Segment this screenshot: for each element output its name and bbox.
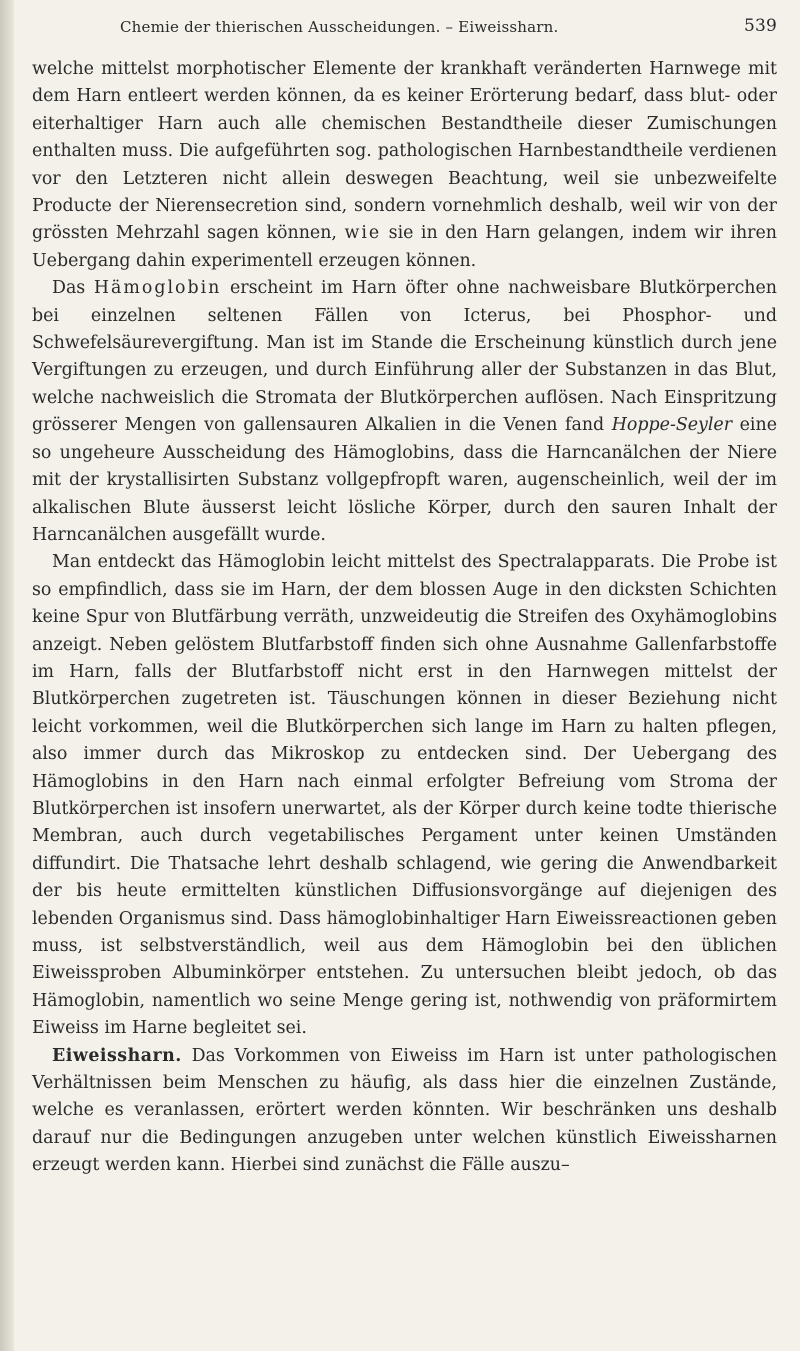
emphasized-term: Hämoglobin bbox=[93, 278, 222, 299]
page-body bbox=[32, 56, 777, 1180]
paragraph-text: Das bbox=[52, 278, 94, 299]
binding-gutter bbox=[0, 0, 14, 1351]
page-header bbox=[32, 10, 777, 42]
section-heading: Eiweissharn. bbox=[52, 1045, 182, 1066]
book-page bbox=[32, 10, 777, 1180]
running-title: Chemie der thierischen Ausscheidungen. – Eiweissharn. bbox=[120, 18, 559, 36]
paragraph bbox=[32, 56, 777, 275]
paragraph-text: welche mittelst morphotischer Elemente der krankhaft veränderten Harnwege mit dem Harn entleert werden können, da es keiner Erörterung bedarf, dass blut- oder eiterhaltiger Harn auch alle chemischen Bestandtheile dieser Zumischungen enthalten muss. Die aufgeführten sog. pathologischen Harnbestandtheile verdienen vor den Letzteren nicht allein deswegen Beachtung, weil sie unbezweifelte Producte der Nierensecretion sind, sondern vornehmlich deshalb, weil wir von der grössten Mehrzahl sagen können, bbox=[32, 59, 777, 244]
paragraph-text: Das Vorkommen von Eiweiss im Harn ist unter pathologischen Verhältnissen beim Menschen zu häufig, als dass hier die einzelnen Zustände, welche es veranlassen, erörtert werden könnten. Wir beschränken uns deshalb darauf nur die Bedingungen anzugeben unter welchen künstlich Eiweissharnen erzeugt werden kann. Hierbei sind zunächst die Fälle auszu– bbox=[32, 1045, 777, 1176]
paragraph-text: erscheint im Harn öfter ohne nachweisbare Blutkörperchen bei einzelnen seltenen Fällen von Icterus, bei Phosphor- und Schwefelsäurevergiftung. Man ist im Stande die Erscheinung künstlich durch jene Vergiftungen zu erzeugen, und durch Einführung aller der Substanzen in das Blut, welche nachweislich die Stromata der Blutkörperchen auflösen. Nach Einspritzung grösserer Mengen von gallensauren Alkalien in die Venen fand bbox=[32, 278, 778, 436]
emphasized-term: wie bbox=[344, 223, 382, 244]
author-name: Hoppe-Seyler bbox=[611, 415, 733, 436]
paragraph-text: Man entdeckt das Hämoglobin leicht mittelst des Spectralapparats. Die Probe ist so empfindlich, dass sie im Harn, der dem blossen Auge in den dicksten Schichten keine Spur von Blutfärbung verräth, unzweideutig die Streifen des Oxyhämoglobins anzeigt. Neben gelöstem Blutfarbstoff finden sich ohne Ausnahme Gallenfarbstoffe im Harn, falls der Blutfarbstoff nicht erst in den Harnwegen mittelst der Blutkörperchen zugetreten ist. Täuschungen können in dieser Beziehung nicht leicht vorkommen, weil die Blutkörperchen sich lange im Harn zu halten pflegen, also immer durch das Mikroskop zu entdecken sind. Der Uebergang des Hämoglobins in den Harn nach einmal erfolgter Befreiung vom Stroma der Blutkörperchen ist insofern unerwartet, als der Körper durch keine todte thierische Membran, auch durch vegetabilisches Pergament unter keinen Umständen diffundirt. Die Thatsache lehrt deshalb schlagend, wie gering die Anwendbarkeit der bis heute ermittelten künstlichen Diffusionsvorgänge auf diejenigen des lebenden Organismus sind. Dass hämoglobinhaltiger Harn Eiweissreactionen geben muss, ist selbstverständlich, weil aus dem Hämoglobin bei den üblichen Eiweissproben Albuminkörper entstehen. Zu untersuchen bleibt jedoch, ob das Hämoglobin, namentlich wo seine Menge gering ist, nothwendig von präformirtem Eiweiss im Harne begleitet sei. bbox=[32, 552, 777, 1039]
paragraph bbox=[32, 549, 777, 1042]
paragraph bbox=[32, 1043, 777, 1180]
page-number: 539 bbox=[743, 16, 777, 36]
paragraph bbox=[32, 275, 777, 549]
paragraph-text: eine so ungeheure Ausscheidung des Hämoglobins, dass die Harncanälchen der Niere mit der krystallisirten Substanz vollgepfropft waren, augenscheinlich, weil der im alkalischen Blute äusserst leicht lösliche Körper, durch den sauren Inhalt der Harncanälchen ausgefällt wurde. bbox=[32, 415, 777, 545]
paragraph-text: sie in den Harn gelangen, indem wir ihren Uebergang dahin experimentell erzeugen können. bbox=[32, 223, 777, 271]
